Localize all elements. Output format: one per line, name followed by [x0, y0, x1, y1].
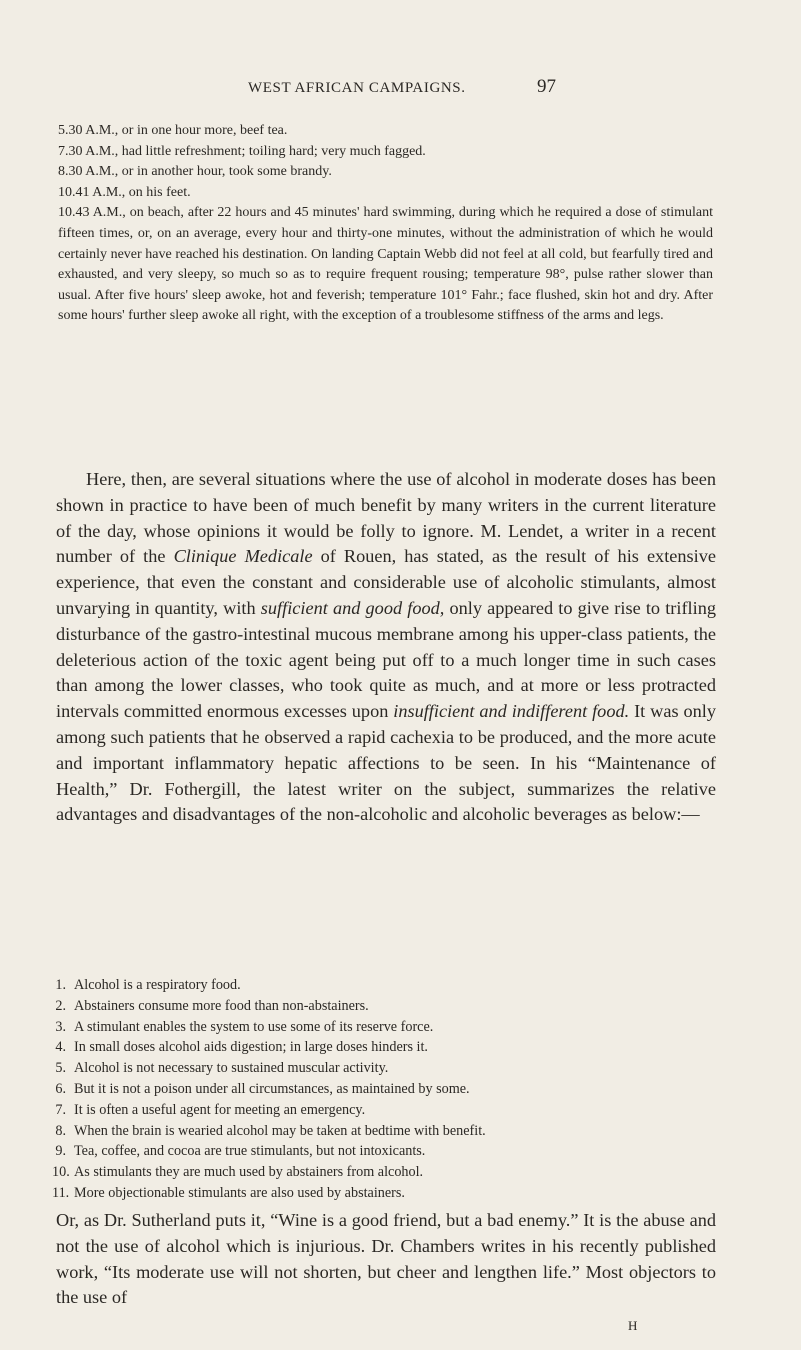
- list-text: In small doses alcohol aids digestion; in large doses hinders it.: [74, 1039, 428, 1056]
- page-header: [0, 76, 801, 110]
- log-entry: 5.30 A.M., or in one hour more, beef tea.: [58, 123, 288, 138]
- closing-paragraph: [56, 1208, 716, 1311]
- log-entry: 8.30 A.M., or in another hour, took some brandy.: [58, 164, 332, 180]
- list-number: 4.: [55, 1039, 66, 1056]
- text-run: Here, then, are several situations where the use of alcohol in moderate doses has been shown in practice to have been of much benefit by many writers in the current literature of the day, whose opinions it would be folly to ignore. M. Lendet, a writer in a recent number of the: [56, 469, 716, 567]
- text-run: of Rouen, has stated, as the result of his extensive experience, that even the constant and considerable use of alcoholic stimulants, almost unvarying in quantity, with: [56, 546, 716, 618]
- body-text: [56, 467, 716, 828]
- list-number: 7.: [55, 1101, 66, 1118]
- list-number: 6.: [55, 1080, 66, 1097]
- running-head: WEST AFRICAN CAMPAIGNS.: [248, 80, 466, 96]
- list-text: Alcohol is not necessary to sustained muscular activity.: [74, 1060, 389, 1077]
- list-item: [56, 975, 716, 996]
- journal-title: Clinique Medicale: [173, 546, 313, 567]
- list-item: [52, 1162, 716, 1183]
- list-item: [56, 1100, 716, 1121]
- list-text: Alcohol is a respiratory food.: [74, 977, 241, 993]
- list-item: [56, 1079, 716, 1100]
- list-item: [52, 1183, 716, 1204]
- list-text: As stimulants they are much used by abstainers from alcohol.: [74, 1164, 424, 1181]
- list-text: Tea, coffee, and cocoa are true stimulants, but not intoxicants.: [74, 1143, 426, 1160]
- list-text: More objectionable stimulants are also used by abstainers.: [74, 1184, 405, 1201]
- list-number: 11.: [52, 1184, 70, 1201]
- list-number: 5.: [55, 1060, 66, 1077]
- page-number: 97: [537, 76, 556, 97]
- list-text: But it is not a poison under all circumstances, as maintained by some.: [74, 1080, 470, 1097]
- list-item: [56, 996, 716, 1017]
- list-item: [56, 1058, 716, 1079]
- list-text: A stimulant enables the system to use some of its reserve force.: [74, 1018, 434, 1035]
- log-entry: 7.30 A.M., had little refreshment; toiling hard; very much fagged.: [58, 143, 426, 159]
- paragraph: Or, as Dr. Sutherland puts it, “Wine is a good friend, but a bad enemy.” It is the abuse and not the use of alcohol which is injurious. Dr. Chambers writes in his recently published work, “Its moderate use will not shorten, but cheer and lengthen life.” Most objectors to the use of: [56, 1210, 716, 1308]
- signature-mark: H: [628, 1318, 638, 1333]
- list-item: [56, 1017, 716, 1038]
- list-item: [56, 1121, 716, 1142]
- text-run: It was only among such patients that he observed a rapid cachexia to be produced, and the more acute and important inflammatory hepatic affections to be seen. In his “Maintenance of Health,” Dr. Fothergill, the latest writer on the subject, summarizes the relative advantages and disadvantages of the non-alcoholic and alcoholic beverages as below:—: [56, 701, 716, 825]
- list-number: 8.: [55, 1122, 66, 1139]
- list-number: 10.: [52, 1164, 70, 1181]
- list-text: When the brain is wearied alcohol may be taken at bedtime with benefit.: [74, 1122, 486, 1139]
- log-entry: 10.43 A.M., on beach, after 22 hours and 45 minutes' hard swimming, during which he required a dose of stimulant fifteen times, or, on an average, every hour and thirty-one minutes, without the administration of which he would certainly never have reached his destination. On landing Captain Webb did not feel at all cold, but fearfully tired and exhausted, and very sleepy, so much so as to require frequent rousing; temperature 98°, pulse rather slower than usual. After five hours' sleep awoke, hot and feverish; temperature 101° Fahr.; face flushed, skin hot and dry. After some hours' further sleep awoke all right, with the exception of a troublesome stiffness of the arms and legs.: [58, 205, 713, 324]
- paragraph: [56, 467, 716, 828]
- list-item: [56, 1141, 716, 1162]
- list-item: [56, 1037, 716, 1058]
- list-number: 3.: [55, 1018, 66, 1035]
- emphasis: sufficient and good food,: [260, 597, 445, 618]
- log-entry: 10.41 A.M., on his feet.: [58, 184, 191, 200]
- list-number: 9.: [55, 1143, 66, 1160]
- list-text: Abstainers consume more food than non-abstainers.: [74, 997, 369, 1014]
- numbered-list: [52, 975, 716, 1204]
- list-text: It is often a useful agent for meeting an emergency.: [74, 1101, 366, 1118]
- text-run: only appeared to give rise to trifling disturbance of the gastro-intestinal mucous membrane among his upper-class patients, the deleterious action of the toxic agent being put off to a much longer time in such cases than among the lower classes, who took quite as much, and at more or less protracted intervals committed enormous excesses upon: [56, 597, 716, 722]
- list-number: 2.: [55, 997, 66, 1014]
- emphasis: insufficient and indifferent food.: [393, 701, 630, 722]
- swim-log: [58, 121, 713, 327]
- list-number: 1.: [55, 977, 66, 993]
